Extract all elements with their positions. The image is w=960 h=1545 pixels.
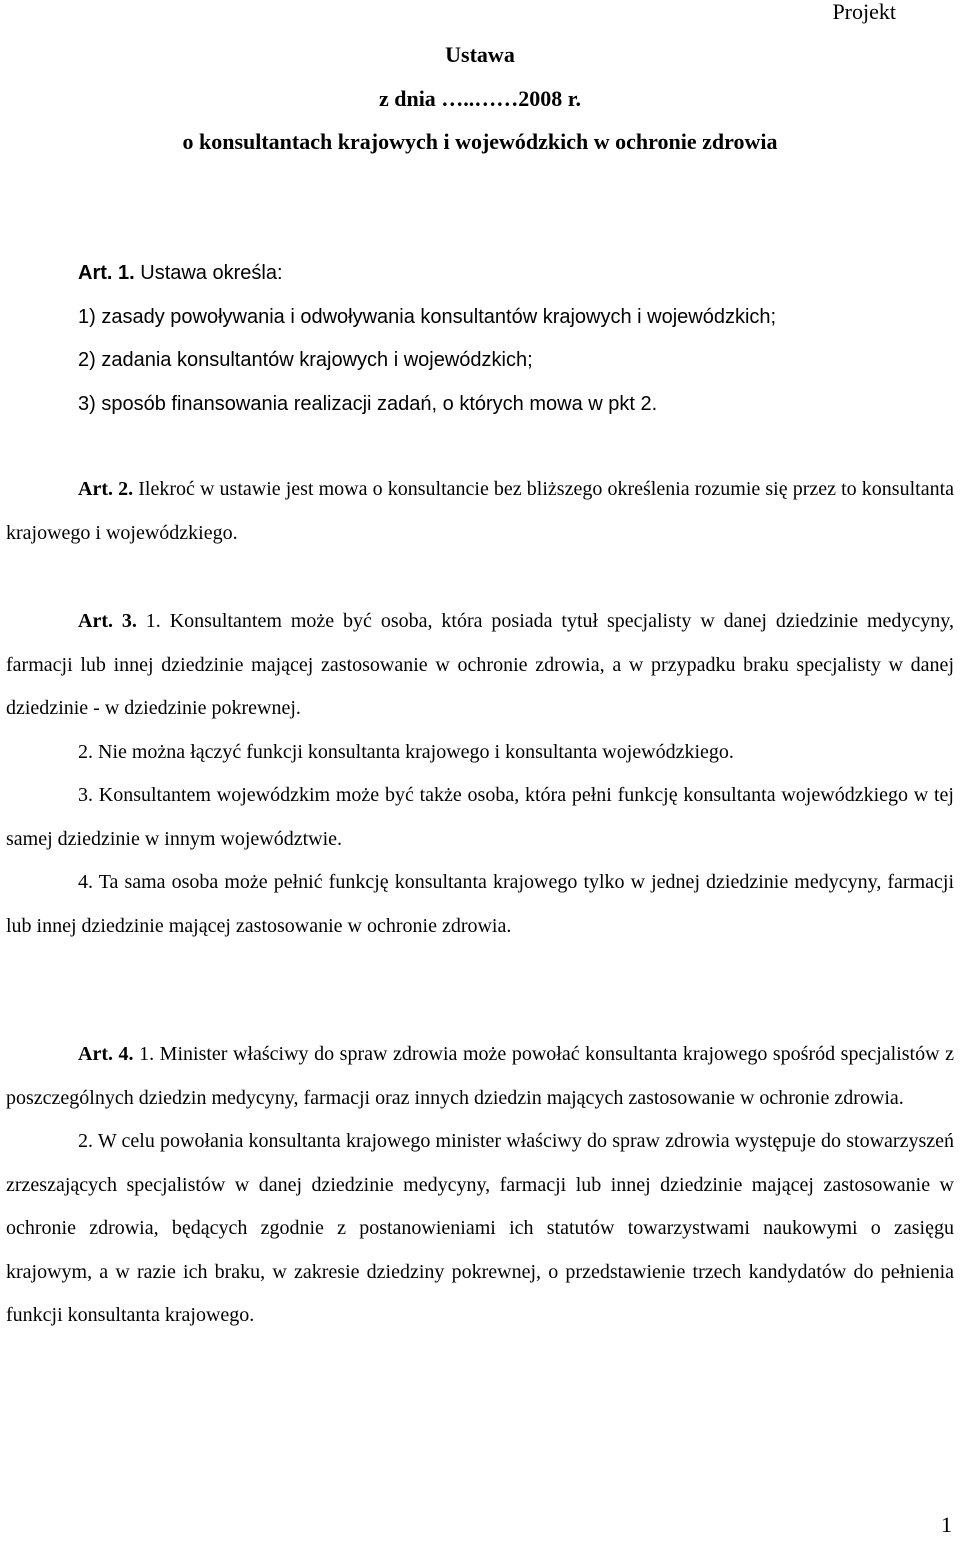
article-2 bbox=[6, 468, 954, 555]
article-4-paragraph-2: 2. W celu powołania konsultanta krajowego minister właściwy do spraw zdrowia występuje do stowarzyszeń zrzeszających specjalistów w danej dziedzinie medycyny, farmacji lub innej dziedzinie mającej zastosowanie w ochronie zdrowia, będących zgodnie z postanowieniami ich statutów towarzystwami naukowymi o zasięgu krajowym, a w razie ich braku, w zakresie dziedziny pokrewnej, o przedstawienie trzech kandydatów do pełnienia funkcji konsultanta krajowego. bbox=[6, 1130, 954, 1326]
article-1-item: 3) sposób finansowania realizacji zadań, o których mowa w pkt 2. bbox=[78, 392, 658, 415]
draft-label: Projekt bbox=[832, 0, 896, 24]
article-1 bbox=[6, 252, 954, 426]
article-1-intro: Ustawa określa: bbox=[134, 262, 283, 284]
article-4-label: Art. 4. bbox=[78, 1043, 134, 1065]
article-1-item: 1) zasady powoływania i odwoływania konsultantów krajowych i wojewódzkich; bbox=[78, 305, 777, 328]
act-title: Ustawa bbox=[445, 42, 515, 67]
article-3-paragraph-1: 1. Konsultantem może być osoba, która posiada tytuł specjalisty w danej dziedzinie medycyny, farmacji lub innej dziedzinie mającej zastosowanie w ochronie zdrowia, a w przypadku braku specjalisty w danej dziedzinie - w dziedzinie pokrewnej. bbox=[6, 610, 954, 719]
article-3-label: Art. 3. bbox=[78, 610, 137, 632]
article-3-paragraph-3: 3. Konsultantem wojewódzkim może być także osoba, która pełni funkcję konsultanta wojewódzkiego w tej samej dziedzinie w innym województwie. bbox=[6, 784, 954, 850]
article-2-label: Art. 2. bbox=[78, 478, 134, 500]
article-1-item: 2) zadania konsultantów krajowych i wojewódzkich; bbox=[78, 349, 533, 371]
article-2-text: Ilekroć w ustawie jest mowa o konsultancie bez bliższego określenia rozumie się przez to konsultanta krajowego i wojewódzkiego. bbox=[6, 478, 955, 544]
article-3-paragraph-2: 2. Nie można łączyć funkcji konsultanta krajowego i konsultanta wojewódzkiego. bbox=[78, 740, 734, 763]
act-date: z dnia …..……2008 r. bbox=[378, 86, 582, 111]
article-3 bbox=[6, 600, 954, 948]
article-1-label: Art. 1. bbox=[78, 262, 135, 284]
article-4 bbox=[6, 1033, 954, 1338]
act-subject: o konsultantach krajowych i wojewódzkich w ochronie zdrowia bbox=[182, 129, 778, 154]
article-4-paragraph-1: 1. Minister właściwy do spraw zdrowia może powołać konsultanta krajowego spośród specjalistów z poszczególnych dziedzin medycyny, farmacji oraz innych dziedzin mających zastosowanie w ochronie zdrowia. bbox=[6, 1043, 954, 1109]
article-3-paragraph-4: 4. Ta sama osoba może pełnić funkcję konsultanta krajowego tylko w jednej dziedzinie medycyny, farmacji lub innej dziedzinie mającej zastosowanie w ochronie zdrowia. bbox=[6, 871, 954, 937]
page-number: 1 bbox=[941, 1512, 952, 1537]
